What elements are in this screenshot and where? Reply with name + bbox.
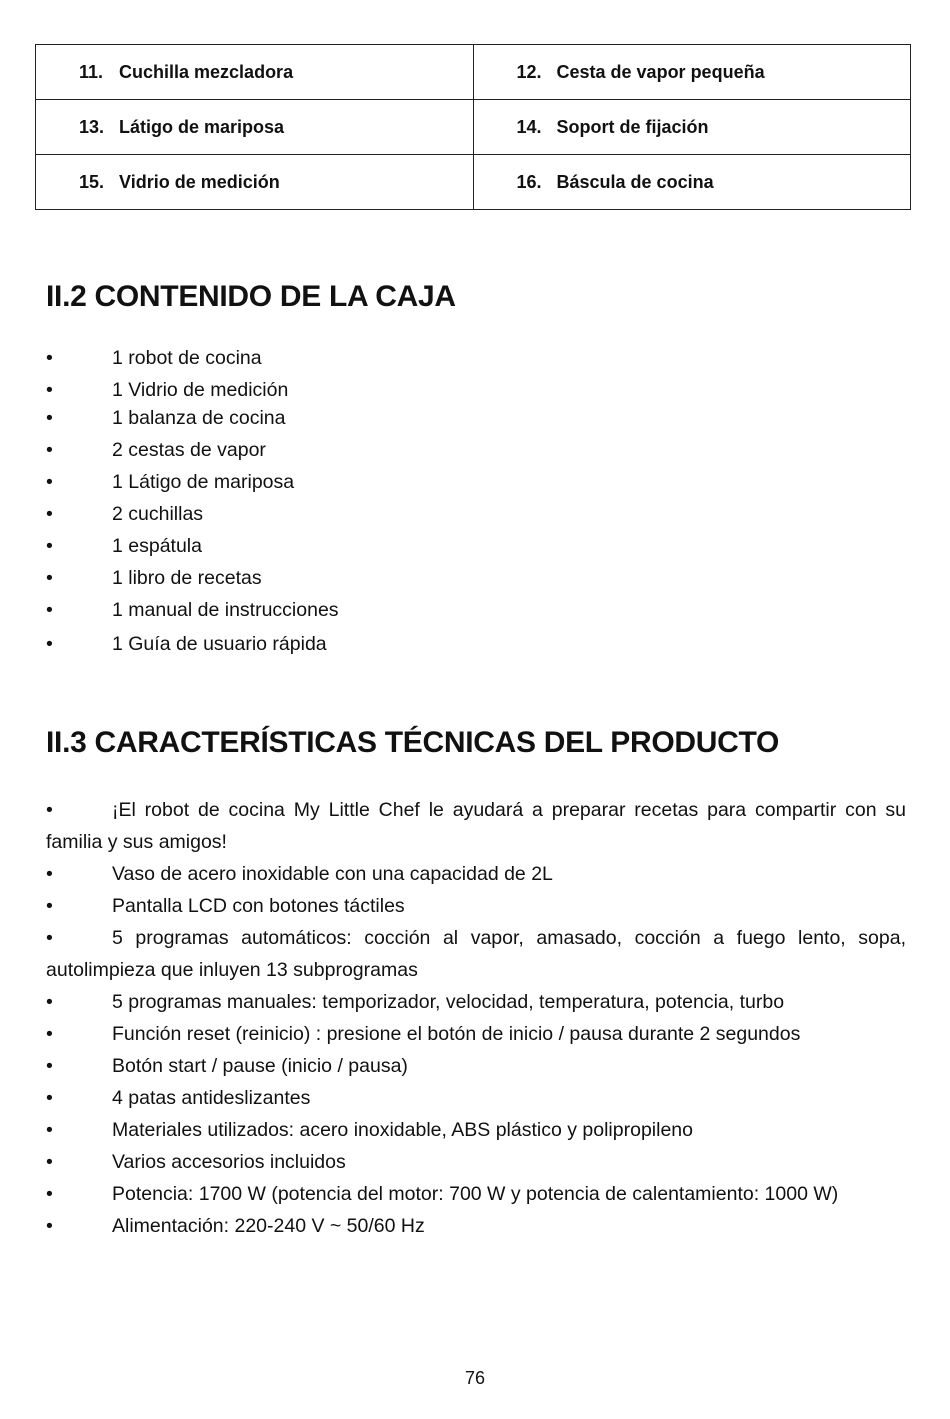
box-contents-list xyxy=(46,342,906,660)
bullet: • xyxy=(46,471,53,493)
table-cell xyxy=(473,45,911,100)
bullet: • xyxy=(46,1151,53,1173)
bullet: • xyxy=(46,347,53,369)
list-item xyxy=(46,1018,906,1050)
bullet: • xyxy=(46,379,53,401)
table-row xyxy=(36,100,911,155)
bullet: • xyxy=(46,535,53,557)
part-label: Látigo de mariposa xyxy=(119,116,285,137)
list-item-text: 5 programas manuales: temporizador, velocidad, temperatura, potencia, turbo xyxy=(112,991,785,1013)
bullet: • xyxy=(46,633,53,655)
list-item xyxy=(46,562,906,594)
table-cell xyxy=(473,155,911,210)
table-row xyxy=(36,155,911,210)
bullet: • xyxy=(46,1023,53,1045)
bullet: • xyxy=(46,799,53,821)
list-item xyxy=(46,342,906,374)
table-cell xyxy=(36,155,474,210)
bullet: • xyxy=(46,439,53,461)
bullet: • xyxy=(46,863,53,885)
list-item xyxy=(46,858,906,890)
part-label: Cesta de vapor pequeña xyxy=(556,61,765,82)
list-item-text: 2 cestas de vapor xyxy=(112,439,266,461)
list-item xyxy=(46,466,906,498)
bullet: • xyxy=(46,503,53,525)
list-item xyxy=(46,922,906,986)
table-cell xyxy=(473,100,911,155)
list-item xyxy=(46,1082,906,1114)
bullet: • xyxy=(46,599,53,621)
part-label: Báscula de cocina xyxy=(556,171,714,192)
list-item-text: 1 balanza de cocina xyxy=(112,407,286,429)
list-item xyxy=(46,1210,906,1242)
table-cell xyxy=(36,100,474,155)
list-item xyxy=(46,374,906,402)
list-item-text: 1 robot de cocina xyxy=(112,347,262,369)
table-row xyxy=(36,45,911,100)
part-label: Cuchilla mezcladora xyxy=(119,61,294,82)
bullet: • xyxy=(46,567,53,589)
list-item-text: 1 libro de recetas xyxy=(112,567,262,589)
list-item xyxy=(46,628,906,660)
list-item-text: Alimentación: 220-240 V ~ 50/60 Hz xyxy=(112,1215,425,1237)
part-number: 14. xyxy=(516,116,542,137)
section-title-box-contents: II.2 CONTENIDO DE LA CAJA xyxy=(46,280,456,313)
list-item-text: 1 espátula xyxy=(112,535,202,557)
part-number: 16. xyxy=(516,171,542,192)
list-item-text: 2 cuchillas xyxy=(112,503,204,525)
parts-table xyxy=(35,44,911,210)
list-item xyxy=(46,1114,906,1146)
bullet: • xyxy=(46,1055,53,1077)
list-item-text: Vaso de acero inoxidable con una capacidad de 2L xyxy=(112,863,553,885)
list-item-text: 5 programas automáticos: cocción al vapor, amasado, cocción a fuego lento, sopa, autolimpieza que inluyen 13 subprogramas xyxy=(46,927,906,981)
page-number: 76 xyxy=(464,1368,486,1388)
list-item xyxy=(46,1146,906,1178)
list-item-text: Varios accesorios incluidos xyxy=(112,1151,346,1173)
part-label: Soport de fijación xyxy=(556,116,709,137)
bullet: • xyxy=(46,927,53,949)
bullet: • xyxy=(46,1183,53,1205)
bullet: • xyxy=(46,407,53,429)
list-item-text: Pantalla LCD con botones táctiles xyxy=(112,895,405,917)
list-item xyxy=(46,434,906,466)
part-number: 12. xyxy=(516,61,542,82)
list-item xyxy=(46,498,906,530)
bullet: • xyxy=(46,1215,53,1237)
list-item-text: 1 Látigo de mariposa xyxy=(112,471,295,493)
list-item-text: ¡El robot de cocina My Little Chef le ayudará a preparar recetas para compartir con su familia y sus amigos! xyxy=(46,799,906,853)
list-item xyxy=(46,794,906,858)
bullet: • xyxy=(46,1087,53,1109)
list-item-text: Potencia: 1700 W (potencia del motor: 700 W y potencia de calentamiento: 1000 W) xyxy=(112,1183,839,1205)
list-item xyxy=(46,594,906,628)
list-item-text: 1 manual de instrucciones xyxy=(112,599,339,621)
list-item-text: 1 Vidrio de medición xyxy=(112,379,289,401)
part-number: 15. xyxy=(79,171,105,192)
part-number: 11. xyxy=(79,61,104,82)
list-item-text: Botón start / pause (inicio / pausa) xyxy=(112,1055,408,1077)
bullet: • xyxy=(46,1119,53,1141)
list-item xyxy=(46,1178,906,1210)
part-label: Vidrio de medición xyxy=(119,171,280,192)
list-item-text: 1 Guía de usuario rápida xyxy=(112,633,327,655)
list-item xyxy=(46,986,906,1018)
list-item xyxy=(46,890,906,922)
bullet: • xyxy=(46,991,53,1013)
list-item-text: Función reset (reinicio) : presione el botón de inicio / pausa durante 2 segundos xyxy=(112,1023,801,1045)
list-item xyxy=(46,1050,906,1082)
list-item-text: 4 patas antideslizantes xyxy=(112,1087,311,1109)
list-item xyxy=(46,402,906,434)
list-item xyxy=(46,530,906,562)
list-item-text: Materiales utilizados: acero inoxidable, ABS plástico y polipropileno xyxy=(112,1119,693,1141)
table-cell xyxy=(36,45,474,100)
specs-list xyxy=(46,794,906,1242)
part-number: 13. xyxy=(79,116,105,137)
bullet: • xyxy=(46,895,53,917)
section-title-specs: II.3 CARACTERÍSTICAS TÉCNICAS DEL PRODUCTO xyxy=(46,726,780,759)
